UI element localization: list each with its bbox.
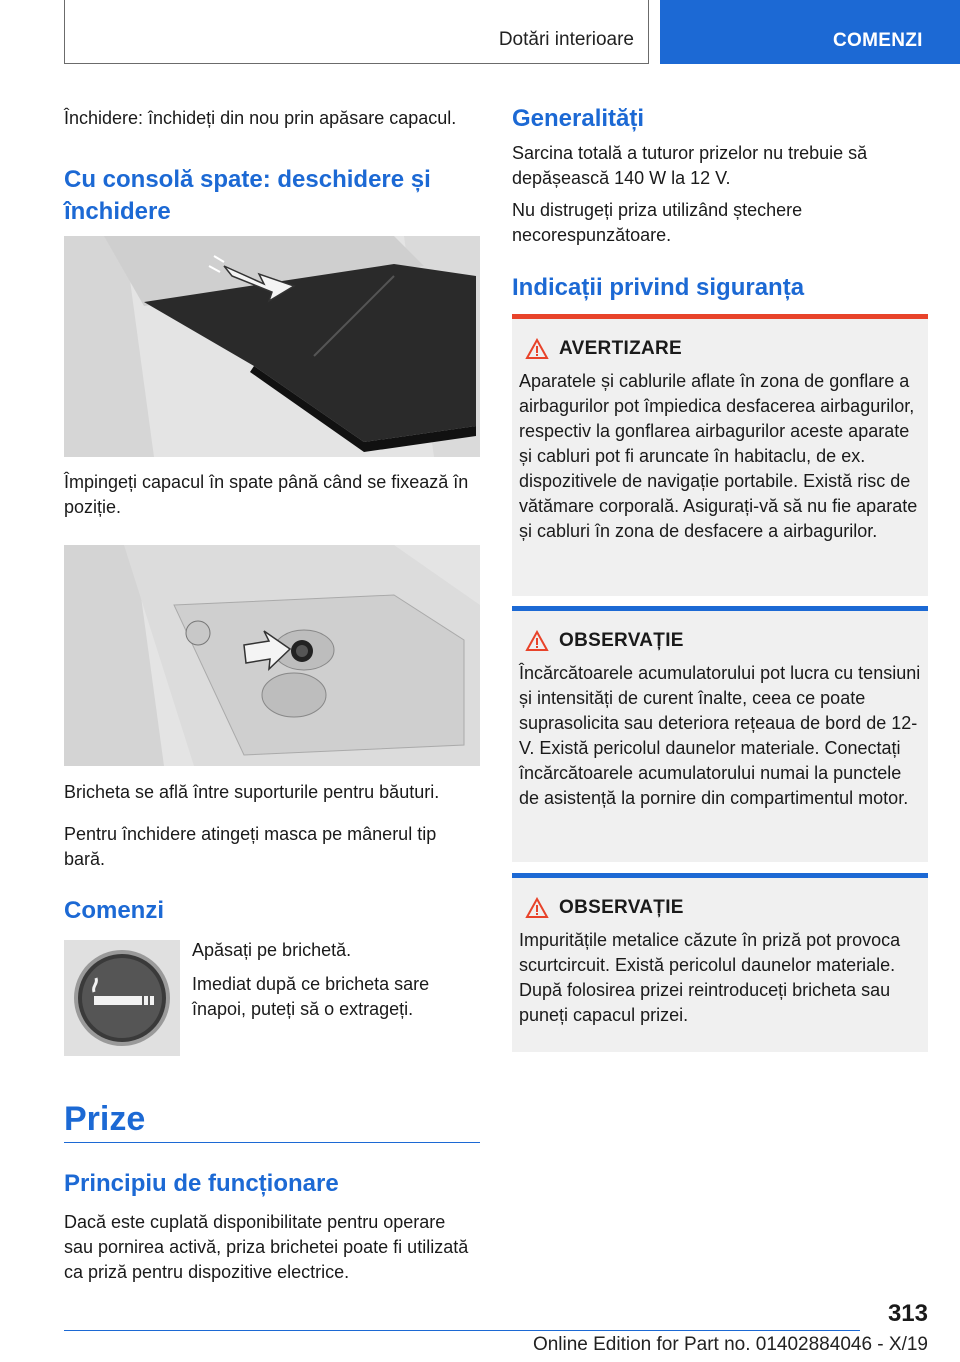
pull-out-text: Imediat după ce bricheta sare înapoi, puteți să o extrageți. <box>192 974 430 1019</box>
notice-box-1 <box>512 606 928 862</box>
console-lid-image <box>64 236 480 457</box>
page-number: 313 <box>887 1300 928 1327</box>
footer-rule <box>64 1330 860 1331</box>
warning-title: AVERTIZARE <box>559 338 682 359</box>
notice-triangle-icon <box>525 630 549 652</box>
rear-console-heading: Cu consolă spate: deschidere și închidere <box>64 166 431 225</box>
push-lid-text: Împingeți capacul în spate până când se fixează în poziție. <box>64 472 469 517</box>
console-lid-illustration <box>64 236 480 457</box>
warning-triangle-icon <box>525 338 549 360</box>
press-lighter-text: Apăsați pe brichetă. <box>192 940 352 960</box>
safety-heading: Indicații privind siguranța <box>512 274 805 301</box>
principle-heading: Principiu de funcționare <box>64 1170 339 1197</box>
header-chapter-tab <box>660 0 960 64</box>
header-section-tab <box>64 0 649 64</box>
sockets-heading-rule <box>64 1142 480 1143</box>
cup-holder-illustration <box>64 545 480 766</box>
notice-text: Impuritățile metalice căzute în priză pot provoca scurtcircuit. Există pericolul daunelor materiale. După folosirea prizei reintroduceți bricheta sau puneți capacul prizei. <box>519 930 901 1025</box>
lighter-button-image <box>64 940 180 1056</box>
warning-box-avertizare <box>512 314 928 596</box>
notice-box-2 <box>512 873 928 1052</box>
header-chapter-label: COMENZI <box>833 30 923 51</box>
notice-title: OBSERVAȚIE <box>559 897 684 918</box>
warning-text: Aparatele și cablurile aflate în zona de gonflare a airbagurilor pot împiedica desfacerea airbagurilor, respectiv la gonflarea airbagurilor aceste aparate și cabluri pot fi aruncate în habitaclu, de ex. dispozitivele de navigație portabile. Există risc de vătămare corporală. Asigurați-vă să nu fie aparate și cabluri în zona de desfacere a airbagurilor. <box>519 371 918 541</box>
closing-text: Închidere: închideți din nou prin apăsare capacul. <box>64 108 457 128</box>
notice-title: OBSERVAȚIE <box>559 630 684 651</box>
general-text-2: Nu distrugeți priza utilizând ștechere necorespunzătoare. <box>512 200 803 245</box>
controls-heading: Comenzi <box>64 897 165 924</box>
lighter-location-text: Bricheta se află între suporturile pentru băuturi. <box>64 782 440 802</box>
close-touch-text: Pentru închidere atingeți masca pe mânerul tip bară. <box>64 824 437 869</box>
general-text-1: Sarcina totală a tuturor prizelor nu trebuie să depășească 140 W la 12 V. <box>512 143 868 188</box>
sockets-heading: Prize <box>64 1100 146 1138</box>
principle-text: Dacă este cuplată disponibilitate pentru operare sau pornirea activă, priza brichetei poate fi utilizată ca priză pentru dispozitive electrice. <box>64 1212 469 1282</box>
cigarette-lighter-icon <box>64 940 180 1056</box>
notice-triangle-icon <box>525 897 549 919</box>
cup-holder-image <box>64 545 480 766</box>
header-section-label: Dotări interioare <box>498 29 634 50</box>
notice-text: Încărcătoarele acumulatorului pot lucra cu tensiuni și intensități de curent înalte, ceea ce poate suprasolicita sau deteriora rețeaua de bord de 12-V. Există pericolul daunelor materiale. Conectați încărcătoarele acumulatorului numai la punctele de asistență la pornire din compartimentul motor. <box>519 663 921 808</box>
general-heading: Generalități <box>512 105 645 132</box>
footer-edition: Online Edition for Part no. 01402884046 - X/19 <box>532 1334 928 1355</box>
